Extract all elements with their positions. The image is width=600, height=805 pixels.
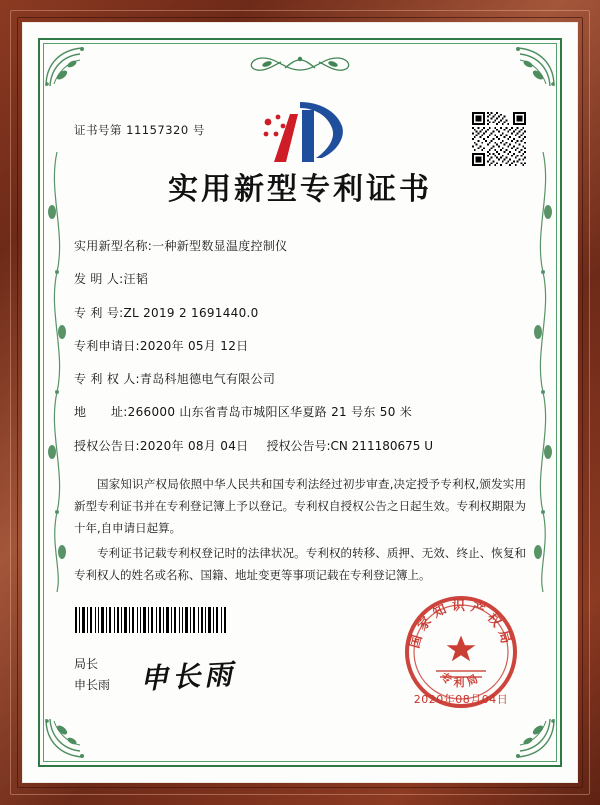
field-label-secondary: 授权公告号:	[266, 438, 331, 453]
field-list	[74, 238, 526, 455]
field-value: 266000 山东省青岛市城阳区华夏路 21 号东 50 米	[127, 405, 413, 420]
field-value: ZL 2019 2 1691440.0	[123, 305, 259, 320]
signature-block	[74, 654, 110, 695]
field-label: 发 明 人:	[74, 272, 124, 287]
field-value-secondary: CN 211180675 U	[330, 438, 433, 453]
seal-date: 2020年08月04日	[413, 693, 509, 706]
field-value: 青岛科旭德电气有限公司	[139, 372, 276, 387]
barcode	[74, 607, 226, 633]
field-row-address	[74, 404, 526, 421]
field-value: 2020年 05月 12日	[139, 338, 249, 353]
field-label: 专利申请日:	[74, 338, 140, 353]
page-title: 实用新型专利证书	[168, 172, 432, 207]
legal-text	[74, 473, 526, 587]
field-value: 汪韬	[123, 272, 149, 287]
svg-text:国家知识产权局: 国家知识产权局	[407, 599, 515, 651]
svg-text:专利局: 专利局	[438, 670, 484, 689]
field-label: 授权公告日:	[74, 438, 140, 453]
field-label: 专 利 权 人:	[74, 372, 140, 387]
field-value: 2020年 08月 04日	[139, 438, 249, 453]
legal-paragraph: 专利证书记载专利权登记时的法律状况。专利权的转移、质押、无效、终止、恢复和专利权人的姓名或名称、国籍、地址变更等事项记载在专利登记簿上。	[74, 545, 526, 583]
qr-code	[472, 112, 526, 166]
field-row-inventor	[74, 271, 526, 288]
field-value: 一种新型数显温度控制仪	[152, 239, 288, 253]
field-label: 实用新型名称:	[74, 239, 153, 253]
handwritten-signature: 申长雨	[139, 657, 237, 696]
side-flourish-icon	[530, 152, 556, 592]
top-flourish-icon	[215, 48, 385, 76]
legal-paragraph: 国家知识产权局依照中华人民共和国专利法经过初步审查,决定授予专利权,颁发实用新型专利证书并在专利登记簿上予以登记。专利权自授权公告之日起生效。专利权期限为十年,自申请日起算。	[74, 476, 526, 536]
signature-role-label: 局长	[74, 657, 99, 672]
field-row-patent-number	[74, 305, 526, 322]
signature-name-label: 申长雨	[74, 677, 111, 692]
field-label: 专 利 号:	[74, 305, 124, 320]
field-row-application-date	[74, 338, 526, 355]
cnipa-emblem-icon	[252, 96, 348, 168]
field-row-grant-announcement	[74, 438, 526, 455]
certificate-number: 证书号第 11157320 号	[74, 123, 205, 137]
field-row-patentee	[74, 371, 526, 388]
field-label: 地 址:	[74, 405, 128, 420]
field-row-utility-model-name	[74, 238, 526, 255]
certificate-paper	[22, 22, 578, 783]
side-flourish-icon	[44, 152, 70, 592]
